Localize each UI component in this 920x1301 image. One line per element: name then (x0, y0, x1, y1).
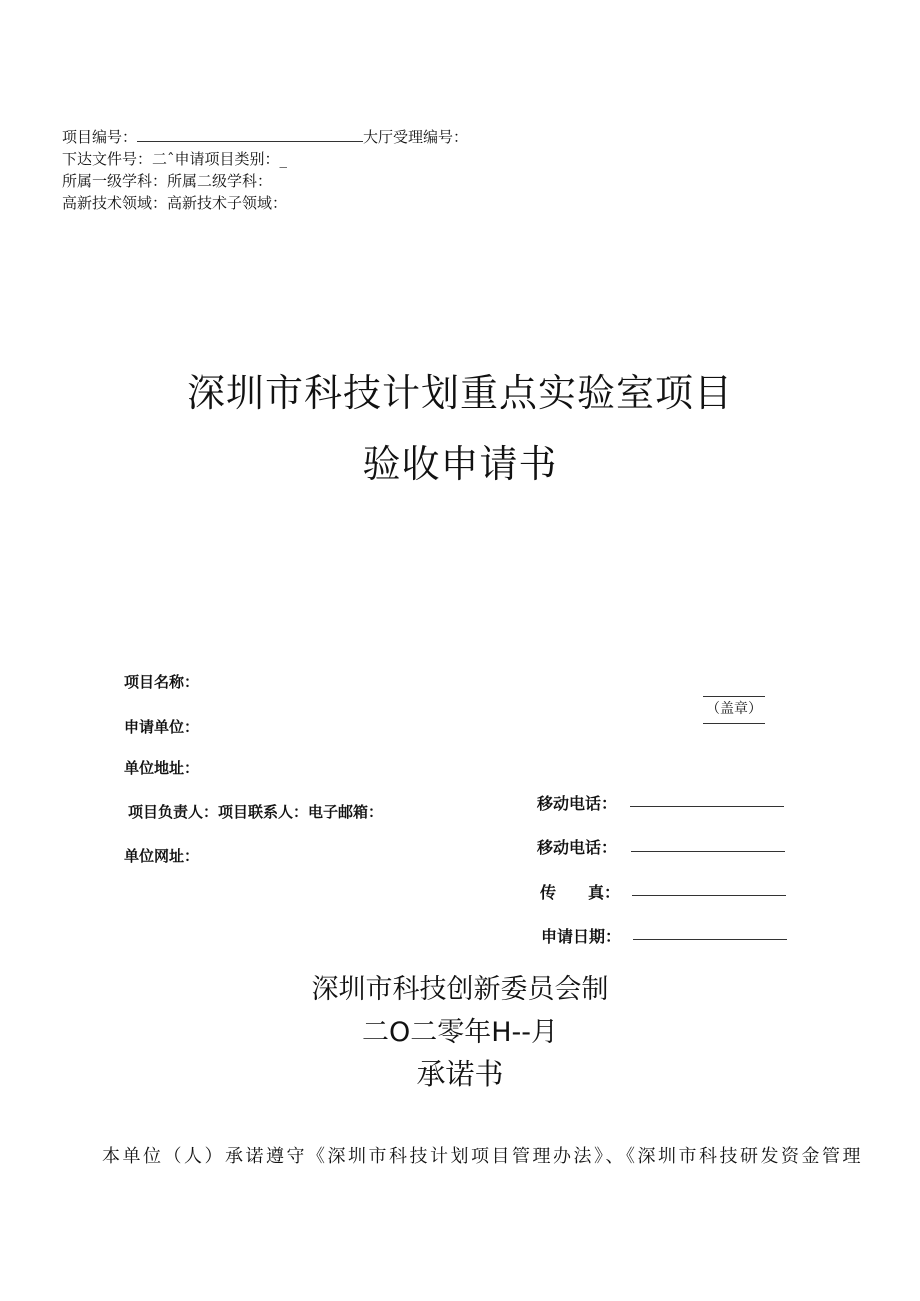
unit-address-label: 单位地址： (124, 759, 200, 777)
commitment-text: 本单位（人）承诺遵守《深圳市科技计划项目管理办法》、《深圳市科技研发资金管理 (102, 1146, 863, 1167)
mobile-phone-field-1[interactable] (630, 806, 784, 807)
issue-date-line: 二O二零年H--月 (361, 1017, 559, 1048)
website-label: 单位网址： (124, 847, 200, 865)
mobile-phone-label-2: 移动电话： (537, 838, 618, 857)
project-no-line (62, 127, 468, 147)
stamp-box: （盖章） (703, 696, 765, 724)
project-no-label: 项目编号： (62, 128, 138, 146)
apply-date-field[interactable] (633, 939, 787, 940)
fax-field[interactable] (632, 895, 786, 896)
hightech-line: 高新技术领域：高新技术子领域： (62, 194, 288, 212)
project-name-label: 项目名称： (124, 673, 200, 691)
mobile-phone-field-2[interactable] (631, 851, 785, 852)
applicant-unit-label: 申请单位： (124, 718, 200, 736)
mobile-phone-label-1: 移动电话： (537, 794, 618, 813)
fax-label: 传 真： (540, 883, 621, 902)
doc-no-line: 下达文件号：二ˆ申请项目类别：_ (62, 150, 288, 168)
contacts-label: 项目负责人：项目联系人：电子邮箱： (128, 803, 384, 821)
apply-date-label: 申请日期： (541, 927, 622, 946)
issuer-line: 深圳市科技创新委员会制 (311, 974, 609, 1005)
hall-no-label: 大厅受理编号： (363, 128, 469, 146)
document-subtitle: 验收申请书 (362, 442, 558, 486)
commitment-title: 承诺书 (416, 1057, 504, 1091)
project-no-blank[interactable] (137, 129, 363, 142)
document-title: 深圳市科技计划重点实验室项目 (186, 371, 733, 415)
discipline-line: 所属一级学科：所属二级学科： (62, 172, 273, 190)
